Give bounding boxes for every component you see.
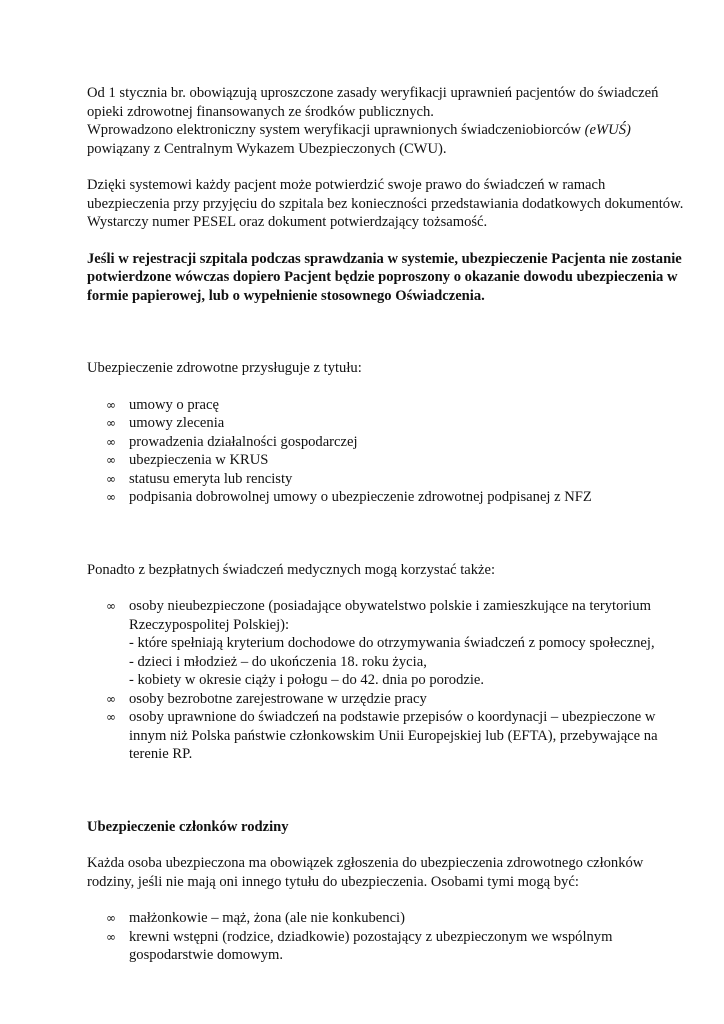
titles-intro: Ubezpieczenie zdrowotne przysługuje z tytułu:: [87, 360, 362, 376]
warning-paragraph: Jeśli w rejestracji szpitala podczas sprawdzania w systemie, ubezpieczenie Pacjenta nie zostanie potwierdzone wówczas dopiero Pacjent będzie poproszony o okazanie dowodu ubezpieczenia w formie papierowej, lub o wypełnienie stosownego Oświadczenia.: [87, 250, 682, 304]
uninsured-subitem: - kobiety w okresie ciąży i połogu – do 42. dnia po porodzie.: [129, 672, 485, 688]
family-insurance-heading: Ubezpieczenie członków rodziny: [87, 818, 289, 835]
infinity-bullet-icon: ∞: [106, 471, 116, 486]
intro-line-1: Od 1 stycznia br. obowiązują uproszczone zasady weryfikacji uprawnień pacjentów do świadczeń opieki zdrowotnej finansowanych ze środków publicznych.: [87, 85, 659, 120]
list-item: ∞ osoby uprawnione do świadczeń na podstawie przepisów o koordynacji – ubezpieczone w innym niż Polska państwie członkowskim Unii Europejskiej lub (EFTA), przebywające na terenie RP.: [106, 709, 658, 762]
list-item: ∞ umowy zlecenia: [106, 415, 225, 431]
list-item: [87, 597, 687, 690]
infinity-bullet-icon: ∞: [106, 434, 116, 449]
list-item: ∞ krewni wstępni (rodzice, dziadkowie) pozostający z ubezpieczonym we wspólnym gospodarstwie domowym.: [106, 928, 613, 963]
family-members-list: [87, 909, 687, 965]
free-services-list: [87, 597, 687, 764]
family-insurance-paragraph: Każda osoba ubezpieczona ma obowiązek zgłoszenia do ubezpieczenia zdrowotnego członków rodziny, jeśli nie mają oni innego tytułu do ubezpieczenia. Osobami tymi mogą być:: [87, 855, 644, 890]
intro-paragraph: [87, 84, 687, 158]
document-page: [87, 84, 687, 965]
uninsured-subitem: - dzieci i młodzież – do ukończenia 18. roku życia,: [129, 653, 427, 670]
infinity-bullet-icon: ∞: [106, 911, 116, 925]
list-item: ∞ małżonkowie – mąż, żona (ale nie konkubenci): [106, 910, 405, 926]
list-item: ∞ osoby bezrobotne zarejestrowane w urzędzie pracy: [106, 690, 427, 707]
list-item: ∞ prowadzenia działalności gospodarczej: [106, 433, 358, 450]
list-item: ∞ statusu emeryta lub rencisty: [106, 470, 293, 487]
list-item: ∞ ubezpieczenia w KRUS: [106, 452, 269, 468]
infinity-bullet-icon: ∞: [106, 397, 116, 412]
ewus-abbreviation: (eWUŚ): [584, 122, 631, 138]
insurance-titles-list: [87, 396, 687, 507]
infinity-bullet-icon: ∞: [106, 416, 116, 430]
intro-line-2-end: powiązany z Centralnym Wykazem Ubezpieczonych (CWU).: [87, 140, 447, 157]
uninsured-persons-text: osoby nieubezpieczone (posiadające obywatelstwo polskie i zamieszkujące na terytorium Rzeczypospolitej Polskiej):: [129, 598, 651, 633]
list-item: ∞ podpisania dobrowolnej umowy o ubezpieczenie zdrowotnej podpisanej z NFZ: [106, 489, 592, 505]
list-item: ∞ umowy o pracę: [106, 396, 219, 413]
infinity-bullet-icon: ∞: [106, 691, 116, 706]
infinity-bullet-icon: ∞: [106, 490, 116, 504]
infinity-bullet-icon: ∞: [106, 599, 116, 613]
uninsured-subitem: - które spełniają kryterium dochodowe do otrzymywania świadczeń z pomocy społecznej,: [129, 635, 655, 651]
infinity-bullet-icon: ∞: [106, 453, 116, 467]
verification-paragraph: Dzięki systemowi każdy pacjent może potwierdzić swoje prawo do świadczeń w ramach ubezpieczenia przy przyjęciu do szpitala bez konieczności przedstawiania dodatkowych dokumentów. Wystarczy numer PESEL oraz dokument potwierdzający tożsamość.: [87, 177, 684, 230]
free-services-intro: Ponadto z bezpłatnych świadczeń medycznych mogą korzystać także:: [87, 561, 496, 578]
infinity-bullet-icon: ∞: [106, 929, 116, 944]
intro-line-2-start: Wprowadzono elektroniczny system weryfikacji uprawnionych świadczeniobiorców: [87, 122, 585, 138]
infinity-bullet-icon: ∞: [106, 710, 116, 724]
